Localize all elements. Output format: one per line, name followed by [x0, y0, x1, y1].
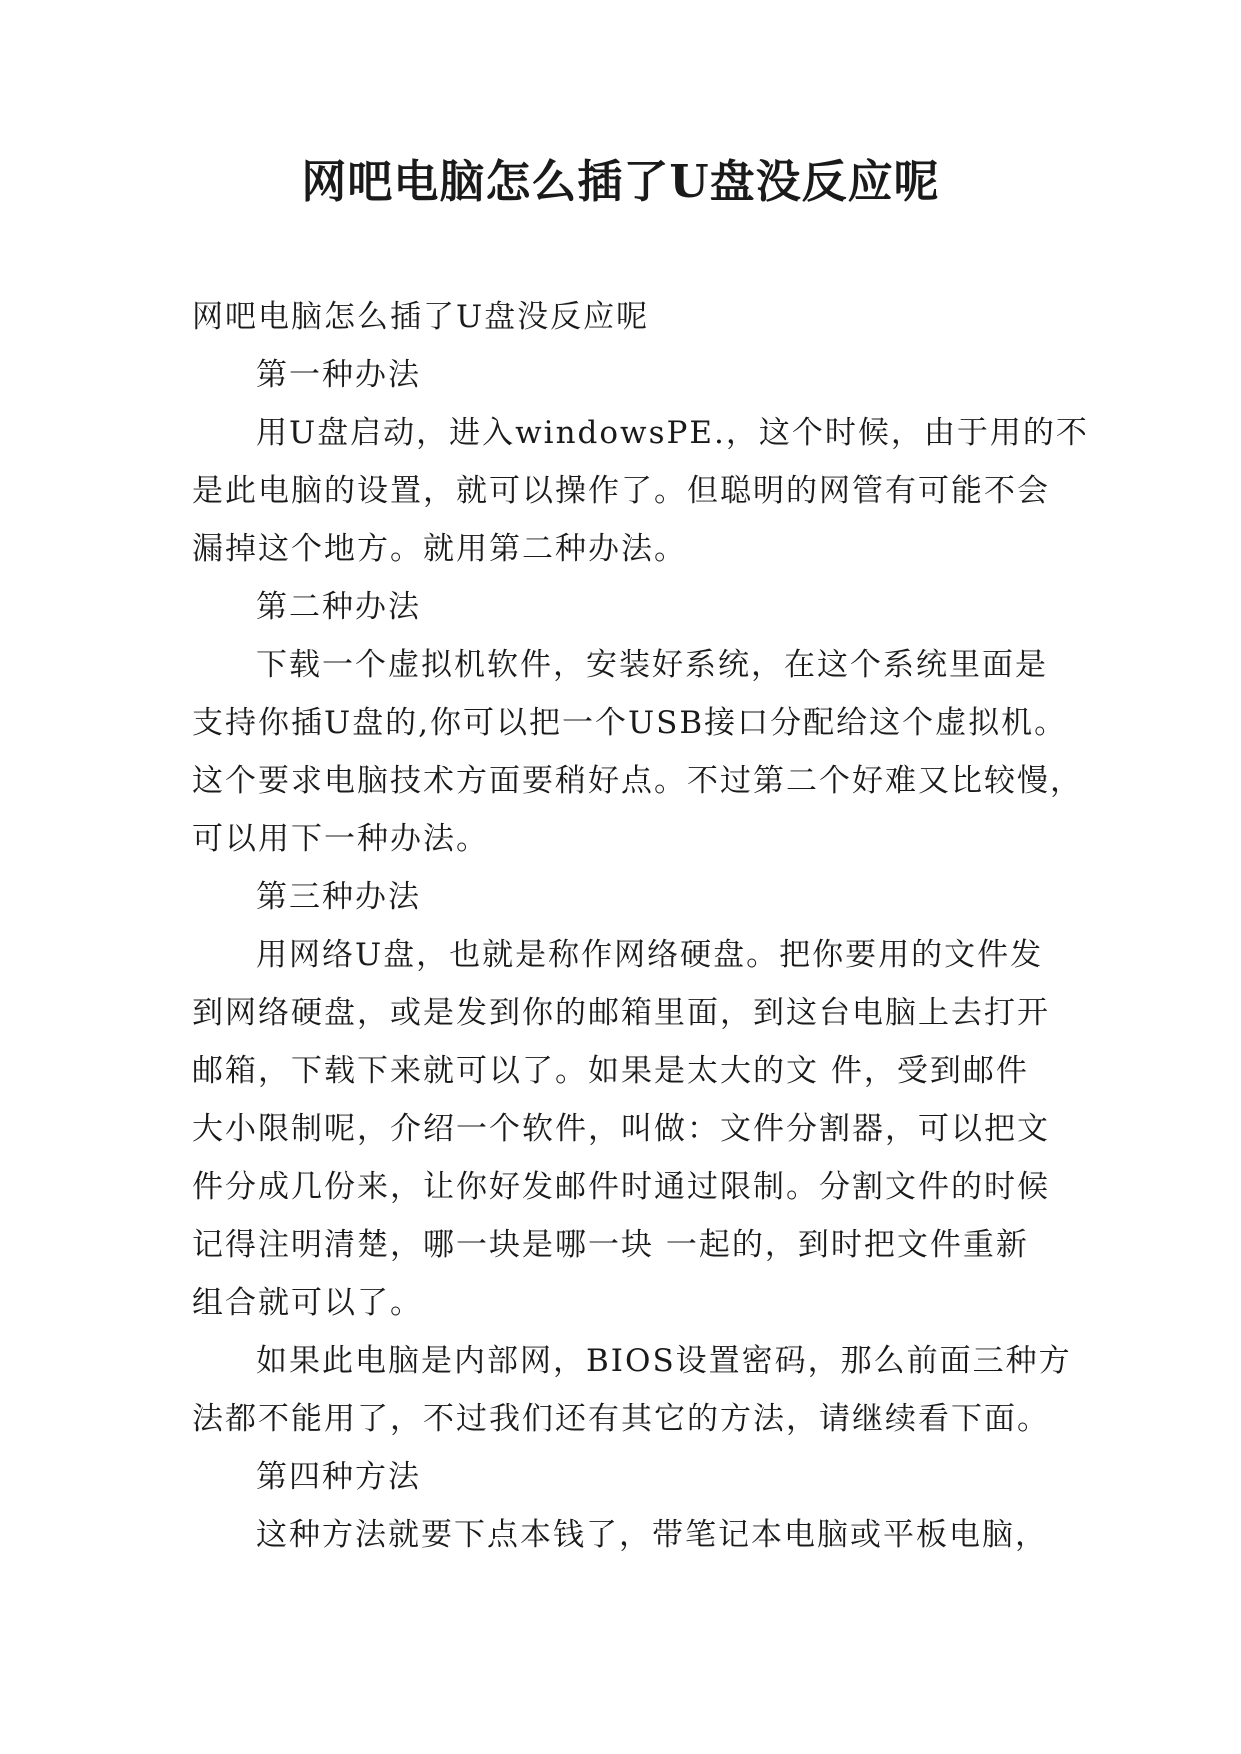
text-line: 下载一个虚拟机软件，安装好系统，在这个系统里面是	[256, 647, 1048, 683]
document-body	[192, 288, 1089, 1564]
text-line: 用网络U盘，也就是称作网络硬盘。把你要用的文件发	[256, 937, 1044, 973]
text-line: 法都不能用了，不过我们还有其它的方法，请继续看下面。	[192, 1401, 1050, 1437]
text-line: 大小限制呢，介绍一个软件，叫做：文件分割器，可以把文	[192, 1111, 1050, 1147]
text-line: 这个要求电脑技术方面要稍好点。不过第二个好难又比较慢，	[192, 763, 1083, 799]
text-line: 用U盘启动，进入windowsPE.，这个时候，由于用的不	[256, 415, 1089, 451]
text-line: 邮箱，下载下来就可以了。如果是太大的文 件，受到邮件	[192, 1053, 1029, 1089]
text-line: 组合就可以了。	[192, 1285, 423, 1321]
text-line: 件分成几份来，让你好发邮件时通过限制。分割文件的时候	[192, 1169, 1050, 1205]
text-line: 这种方法就要下点本钱了，带笔记本电脑或平板电脑，	[256, 1517, 1048, 1553]
text-line: 第一种办法	[256, 357, 421, 393]
text-line: 到网络硬盘，或是发到你的邮箱里面，到这台电脑上去打开	[192, 995, 1050, 1031]
page-title: 网吧电脑怎么插了U盘没反应呢	[301, 155, 940, 208]
text-line: 如果此电脑是内部网，BIOS设置密码，那么前面三种方	[256, 1343, 1072, 1379]
text-line: 第四种方法	[256, 1459, 421, 1495]
text-line: 漏掉这个地方。就用第二种办法。	[192, 531, 687, 567]
text-line: 可以用下一种办法。	[192, 821, 489, 857]
text-line: 记得注明清楚，哪一块是哪一块 一起的，到时把文件重新	[192, 1227, 1029, 1263]
text-line: 是此电脑的设置，就可以操作了。但聪明的网管有可能不会	[192, 473, 1050, 509]
text-line: 第二种办法	[256, 589, 421, 625]
text-line: 网吧电脑怎么插了U盘没反应呢	[192, 299, 650, 335]
text-line: 第三种办法	[256, 879, 421, 915]
text-line: 支持你插U盘的,你可以把一个USB接口分配给这个虚拟机。	[192, 705, 1068, 741]
